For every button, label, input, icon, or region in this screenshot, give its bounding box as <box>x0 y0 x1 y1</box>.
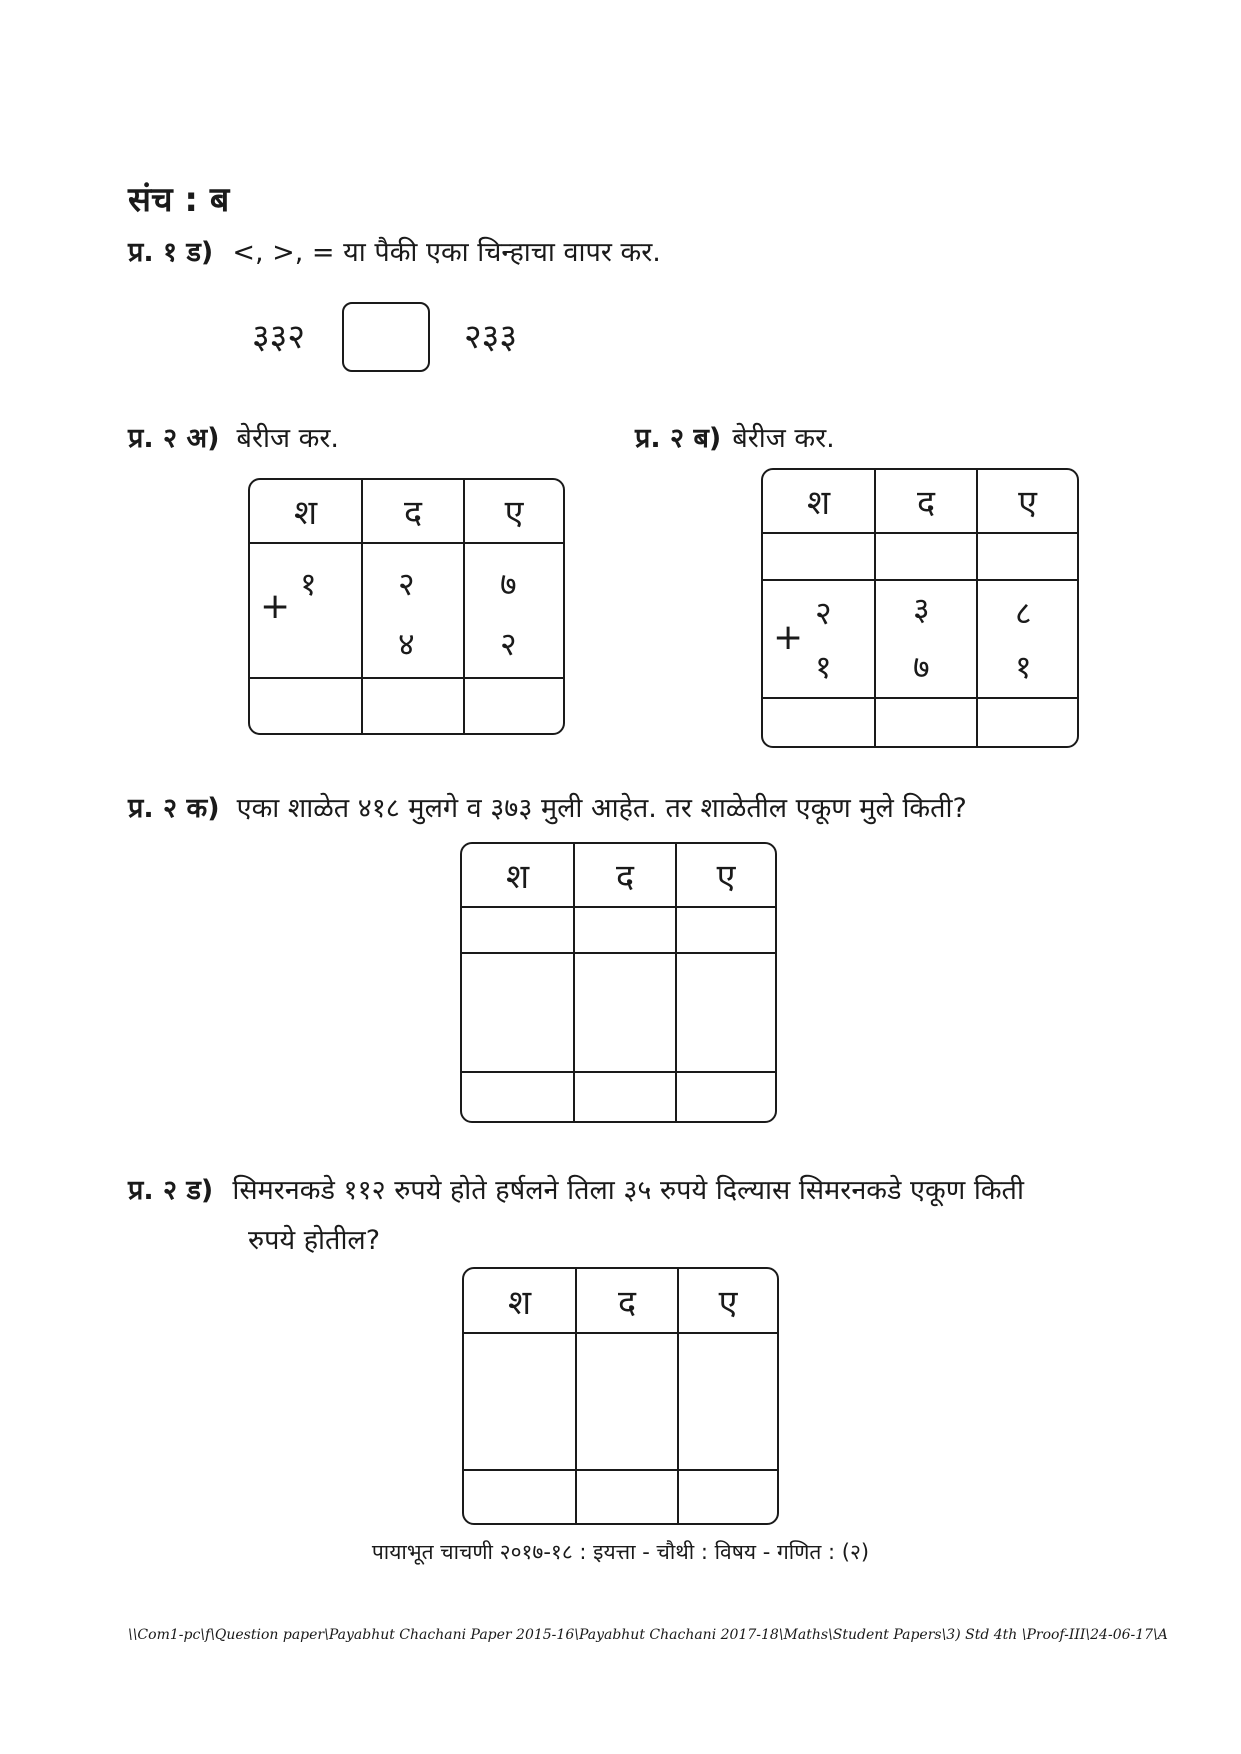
table-carry-row <box>462 906 775 952</box>
answer-cell[interactable] <box>763 699 874 746</box>
set-title: संच : ब <box>128 180 230 220</box>
addition-table-2b <box>761 468 1079 748</box>
compare-answer-box[interactable] <box>342 302 430 372</box>
table-problem-row <box>763 579 1077 697</box>
answer-cell[interactable] <box>575 1471 677 1523</box>
digit: १ <box>1015 648 1032 686</box>
answer-cell[interactable] <box>464 1471 575 1523</box>
header-ones: ए <box>463 480 563 542</box>
header-tens: द <box>361 480 463 542</box>
header-ones: ए <box>675 844 775 906</box>
work-cell[interactable] <box>575 1334 677 1469</box>
question-2a-text: बेरीज कर. <box>236 423 339 454</box>
digit: २ <box>500 625 517 663</box>
answer-cell[interactable] <box>675 1073 775 1121</box>
table-header-row <box>250 480 563 542</box>
question-2a-label: प्र. २ अ) <box>128 423 220 454</box>
work-cell[interactable] <box>573 954 675 1071</box>
question-2b <box>635 418 835 455</box>
work-cell[interactable] <box>462 954 573 1071</box>
compare-right-number: २३३ <box>464 317 518 357</box>
answer-cell[interactable] <box>874 699 976 746</box>
page-footer: पायाभूत चाचणी २०१७-१८ : इयत्ता - चौथी : विषय - गणित : (२) <box>371 1540 870 1564</box>
question-2b-label: प्र. २ ब) <box>635 423 722 454</box>
carry-cell[interactable] <box>675 908 775 952</box>
carry-cell[interactable] <box>462 908 573 952</box>
addition-table-2c <box>460 842 777 1123</box>
question-2d-text-line1: सिमरनकडे ११२ रुपये होते हर्षलने तिला ३५ रुपये दिल्यास सिमरनकडे एकूण किती <box>232 1175 1024 1206</box>
question-1d <box>128 232 661 269</box>
table-problem-row <box>250 542 563 677</box>
table-header-row <box>763 470 1077 532</box>
table-answer-row <box>462 1071 775 1121</box>
addition-table-2a <box>248 478 565 735</box>
question-2c-label: प्र. २ क) <box>128 793 220 824</box>
addition-table-2d <box>462 1267 779 1525</box>
work-cell[interactable] <box>675 954 775 1071</box>
header-hundreds: श <box>293 493 318 533</box>
question-1d-label: प्र. १ ड) <box>128 237 214 268</box>
digit: १ <box>815 648 832 686</box>
table-answer-row <box>464 1469 777 1523</box>
question-2c <box>128 788 967 825</box>
digit: ४ <box>398 625 415 663</box>
table-problem-row <box>462 952 775 1071</box>
answer-cell[interactable] <box>250 679 361 733</box>
question-2b-text: बेरीज कर. <box>732 423 835 454</box>
answer-cell[interactable] <box>463 679 563 733</box>
digit: ८ <box>1015 594 1032 632</box>
question-2d <box>128 1170 1024 1207</box>
carry-cell[interactable] <box>976 534 1077 579</box>
digit: १ <box>300 565 317 603</box>
compare-left-number: ३३२ <box>252 317 306 357</box>
header-ones: ए <box>677 1269 777 1332</box>
header-hundreds: श <box>505 857 530 897</box>
question-2d-text-line2: रुपये होतील? <box>248 1225 381 1256</box>
header-tens: द <box>575 1269 677 1332</box>
digit: २ <box>815 594 832 632</box>
table-answer-row <box>763 697 1077 746</box>
header-tens: द <box>573 844 675 906</box>
header-tens: द <box>874 470 976 532</box>
digit: ७ <box>913 648 930 686</box>
table-problem-row <box>464 1332 777 1469</box>
answer-cell[interactable] <box>573 1073 675 1121</box>
answer-cell[interactable] <box>361 679 463 733</box>
digit: २ <box>398 565 415 603</box>
file-path: \\Com1-pc\f\Question paper\Payabhut Chachani Paper 2015-16\Payabhut Chachani 2017-18\Maths\Student Papers\3) Std 4th \Proof-III\24-06-17\A <box>128 1627 1168 1643</box>
plus-sign: + <box>773 617 804 658</box>
table-answer-row <box>250 677 563 733</box>
work-cell[interactable] <box>464 1334 575 1469</box>
question-2a <box>128 418 339 455</box>
table-header-row <box>462 844 775 906</box>
header-hundreds: श <box>806 483 831 523</box>
answer-cell[interactable] <box>677 1471 777 1523</box>
header-hundreds: श <box>507 1282 532 1323</box>
question-1d-text: <, >, = या पैकी एका चिन्हाचा वापर कर. <box>232 237 661 268</box>
carry-cell[interactable] <box>573 908 675 952</box>
answer-cell[interactable] <box>462 1073 573 1121</box>
header-ones: ए <box>976 470 1077 532</box>
answer-cell[interactable] <box>976 699 1077 746</box>
carry-cell[interactable] <box>763 534 874 579</box>
table-header-row <box>464 1269 777 1332</box>
digit: ३ <box>913 590 930 628</box>
digit: ७ <box>500 565 517 603</box>
carry-cell[interactable] <box>874 534 976 579</box>
work-cell[interactable] <box>677 1334 777 1469</box>
question-2d-label: प्र. २ ड) <box>128 1175 214 1206</box>
table-carry-row <box>763 532 1077 579</box>
question-2c-text: एका शाळेत ४१८ मुलगे व ३७३ मुली आहेत. तर शाळेतील एकूण मुले किती? <box>236 793 967 824</box>
plus-sign: + <box>260 586 291 627</box>
